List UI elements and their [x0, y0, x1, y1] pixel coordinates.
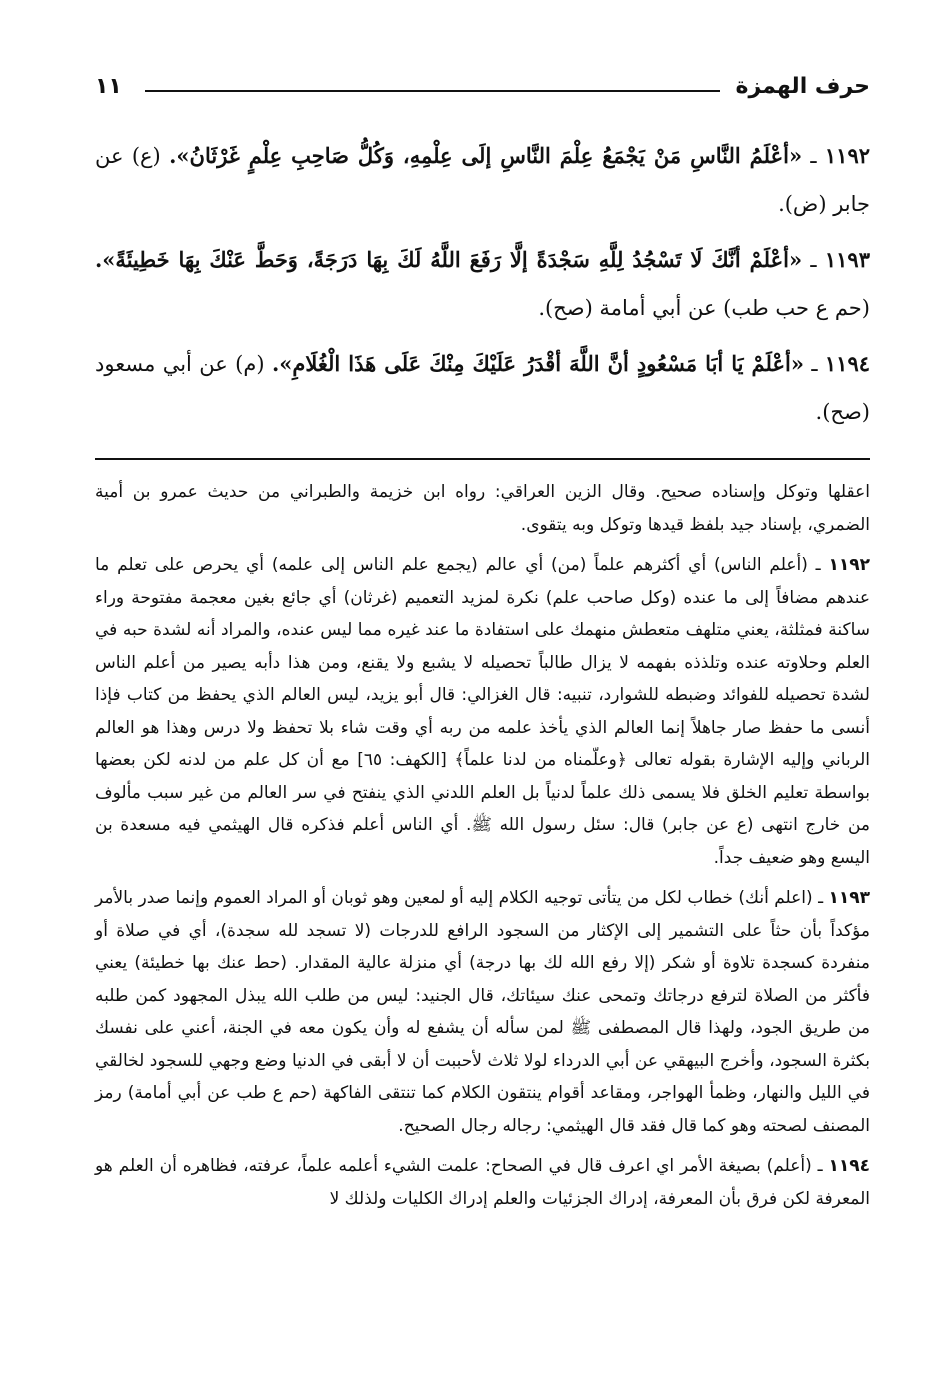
commentary-paragraph — [95, 476, 870, 541]
running-title: حرف الهمزة — [735, 74, 870, 99]
page-number: ١١ — [95, 74, 122, 99]
hadith-list — [95, 132, 870, 436]
number-dash: ـ — [807, 555, 821, 575]
hadith-source: (ع) عن جابر (ض). — [95, 144, 870, 216]
number-dash: ـ — [811, 1156, 823, 1176]
header-rule — [145, 90, 720, 92]
commentary-paragraph — [95, 882, 870, 1142]
hadith-number: ١١٩٢ — [824, 143, 871, 168]
hadith-entry — [95, 236, 870, 332]
footnote-separator — [95, 458, 870, 460]
commentary-paragraph — [95, 549, 870, 874]
hadith-entry — [95, 340, 870, 436]
commentary-number: ١١٩٣ — [828, 888, 870, 908]
commentary-paragraph — [95, 1150, 870, 1215]
hadith-number: ١١٩٣ — [824, 247, 870, 272]
hadith-entry — [95, 132, 870, 228]
hadith-text: «أعْلَمُ النَّاسِ مَنْ يَجْمَعُ عِلْمَ النَّاسِ إلَى عِلْمِهِ، وَكُلُّ صَاحِبِ عِلْمٍ غَرْثَانُ». — [169, 143, 803, 168]
commentary-section — [95, 476, 870, 1215]
number-dash: ـ — [812, 888, 824, 908]
commentary-text: اعقلها وتوكل وإسناده صحيح. وقال الزين العراقي: رواه ابن خزيمة والطبراني من حديث عمرو بن أمية الضمري، بإسناد جيد بلفظ قيدها وتوكل وبه يتقوى. — [95, 482, 870, 535]
commentary-text: (اعلم أنك) خطاب لكل من يتأتى توجيه الكلام إليه أو لمعين وهو ثوبان أو المراد العموم وإنما صدر بالأمر مؤكداً بأن حثاً على التشمير إلى الإكثار من السجود الرافع للدرجات (لا تسجد لله سجدة)، أي في صلاة أو منفردة كسجدة تلاوة أو شكر (إلا رفع الله لك بها درجة) أي منزلة عالية المقدار. (حط عنك بها خطيئة) يعني فأكثر من الصلاة لترفع درجاتك وتمحى عنك سيئاتك، قال الجنيد: ليس من طلب الله يبذل المجهود كمن طلبه من طريق الجود، ولهذا قال المصطفى ﷺ لمن سأله أن يشفع له وأن يكون معه في الجنة، أعني على نفسك بكثرة السجود، وأخرج البيهقي عن أبي الدرداء لولا ثلاث لأحببت أن لا أبقى في الدنيا وضع وجهي للسجود لخالقي في الليل والنهار، وظمأ الهواجر، ومقاعد أقوام ينتقون الكلام كما تنتقى الفاكهة (حم ع طب عن أبي أمامة) رمز المصنف لصحته وهو كما قال فقد قال الهيثمي: رجاله رجال الصحيح. — [95, 888, 870, 1136]
hadith-source: (م) عن أبي مسعود (صح). — [95, 352, 870, 424]
hadith-source: (حم ع حب طب) عن أبي أمامة (صح). — [538, 296, 870, 320]
number-dash: ـ — [802, 248, 817, 272]
commentary-text: (أعلم) بصيغة الأمر اي اعرف قال في الصحاح: علمت الشيء أعلمه علماً، عرفته، فظاهره أن العلم هو المعرفة لكن فرق بأن المعرفة، إدراك الجزئيات والعلم إدراك الكليات ولذلك لا — [95, 1156, 870, 1209]
commentary-number: ١١٩٢ — [828, 555, 870, 575]
number-dash: ـ — [803, 352, 818, 376]
hadith-text: «أعْلَمْ أنَّكَ لَا تَسْجُدُ لِلَّهِ سَجْدَةً إلَّا رَفَعَ اللَّهُ لَكَ بِهَا دَرَجَةً، وَحَطَّ عَنْكَ بِهَا خَطِيئَةً». — [95, 247, 803, 272]
hadith-text: «أعْلَمْ يَا أبَا مَسْعُودٍ أنَّ اللَّهَ أقْدَرُ عَلَيْكَ مِنْكَ عَلَى هَذَا الْغُلَامِ». — [271, 351, 804, 376]
hadith-number: ١١٩٤ — [824, 351, 871, 376]
running-header — [95, 70, 870, 110]
number-dash: ـ — [802, 144, 817, 168]
document-page — [95, 70, 870, 1370]
commentary-text: (أعلم الناس) أي أكثرهم علماً (من) أي عالم (يجمع علم الناس إلى علمه) أي يحرص على تعلم ما عندهم مضافاً إلى ما عنده (وكل صاحب علم) نكرة لمزيد التعميم (غرثان) أي جائع بغين معجمة مفتوحة وراء ساكنة فمثلثة، يعني متلهف متعطش منهمك على استفادة ما عند غيره مما ليس عنده، والمراد أنه لشدة حبه في العلم وحلاوته عنده وتلذذه بفهمه لا يزال طالباً تحصيله لا يشبع ولا يقنع، ومن هذا دأبه يصير من أعلم الناس لشدة تحصيله للفوائد وضبطه للشوارد، تنبيه: قال الغزالي: قال أبو يزيد، ليس العالم الذي يحفظ من كتاب فإذا أنسى ما حفظ صار جاهلاً إنما العالم الذي يأخذ علمه من ربه أي وقت شاء بلا تحفظ ولا درس وهذا هو العالم الرباني وإليه الإشارة بقوله تعالى ﴿وعلّمناه من لدنا علماً﴾ [الكهف: ٦٥] مع أن كل علم من لدنه لكن بعضها بواسطة تعليم الخلق فلا يسمى ذلك علماً لدنياً بل العلم اللدني الذي ينفتح في سر العالم من غير سبب مألوف من خارج انتهى (ع عن جابر) قال: سئل رسول الله ﷺ. أي الناس أعلم فذكره قال الهيثمي فيه مسعدة بن اليسع وهو ضعيف جداً. — [95, 555, 870, 868]
commentary-number: ١١٩٤ — [828, 1156, 871, 1176]
